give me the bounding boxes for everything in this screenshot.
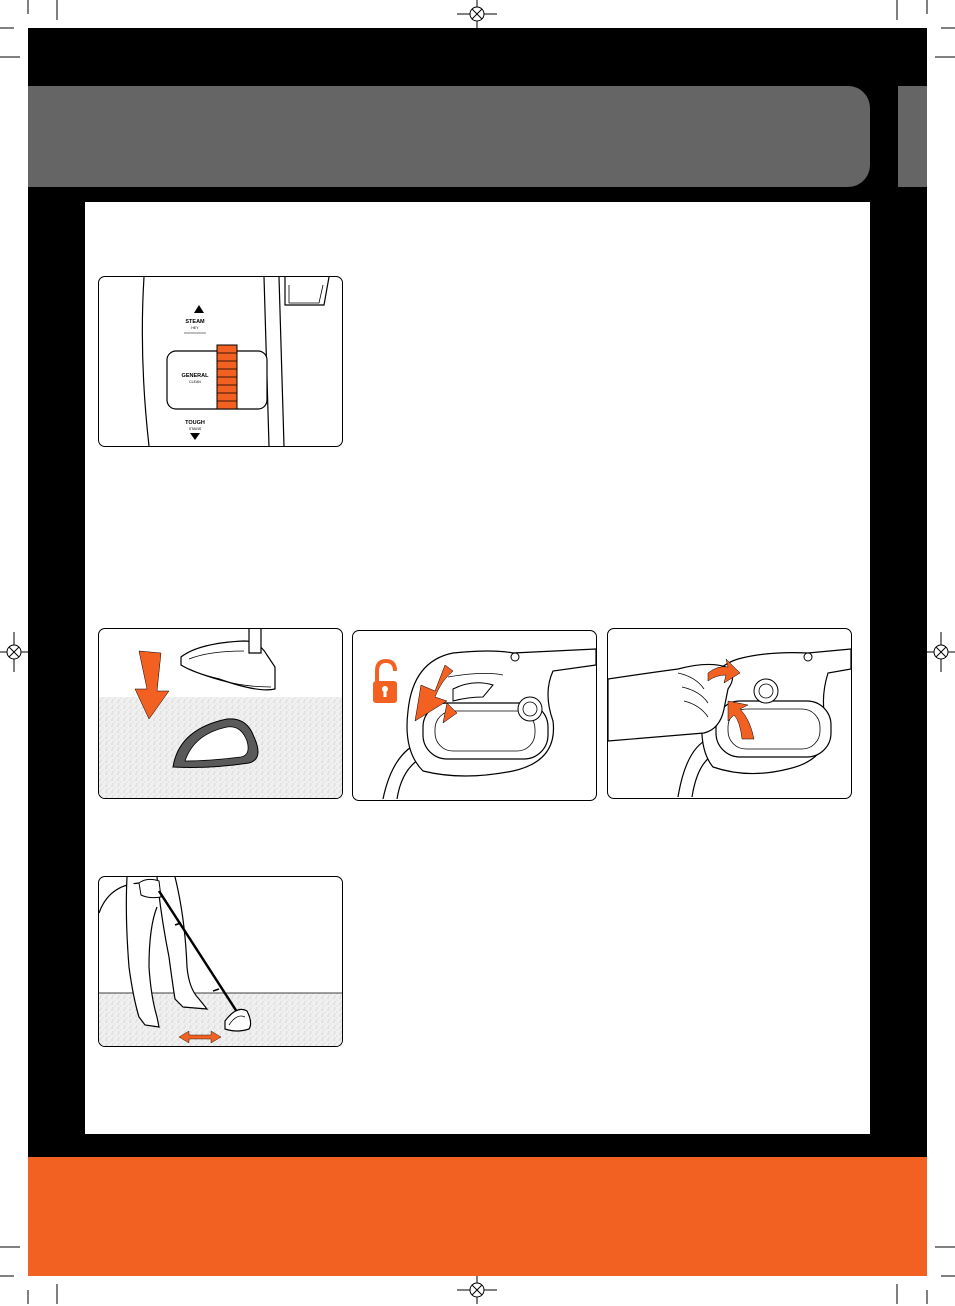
- registration-mark-icon: [457, 0, 497, 30]
- registration-mark-icon: [457, 1276, 497, 1306]
- mopping-figure: [98, 876, 343, 1047]
- handle-unlock-figure: [352, 630, 597, 801]
- registration-mark-icon: [927, 632, 955, 672]
- unlock-padlock-icon: [373, 661, 397, 703]
- steam-dial-figure: [98, 276, 343, 447]
- trigger-press-figure: [607, 628, 852, 799]
- dial-label-general-sub: CLEAN: [189, 380, 201, 384]
- glider-attach-figure: [98, 628, 343, 799]
- steam-dial-slider: [217, 345, 237, 409]
- registration-mark-icon: [0, 632, 28, 672]
- footer-band: [28, 1157, 927, 1276]
- dial-label-general: GENERAL: [181, 373, 209, 379]
- header-tab: [898, 86, 927, 187]
- dial-label-tough: TOUGH: [185, 420, 205, 426]
- dial-label-steam: STEAM: [185, 319, 205, 325]
- header-banner: [28, 86, 870, 187]
- dial-label-tough-sub: STAINS: [188, 427, 202, 431]
- dial-label-steam-sub: HEY: [191, 326, 199, 330]
